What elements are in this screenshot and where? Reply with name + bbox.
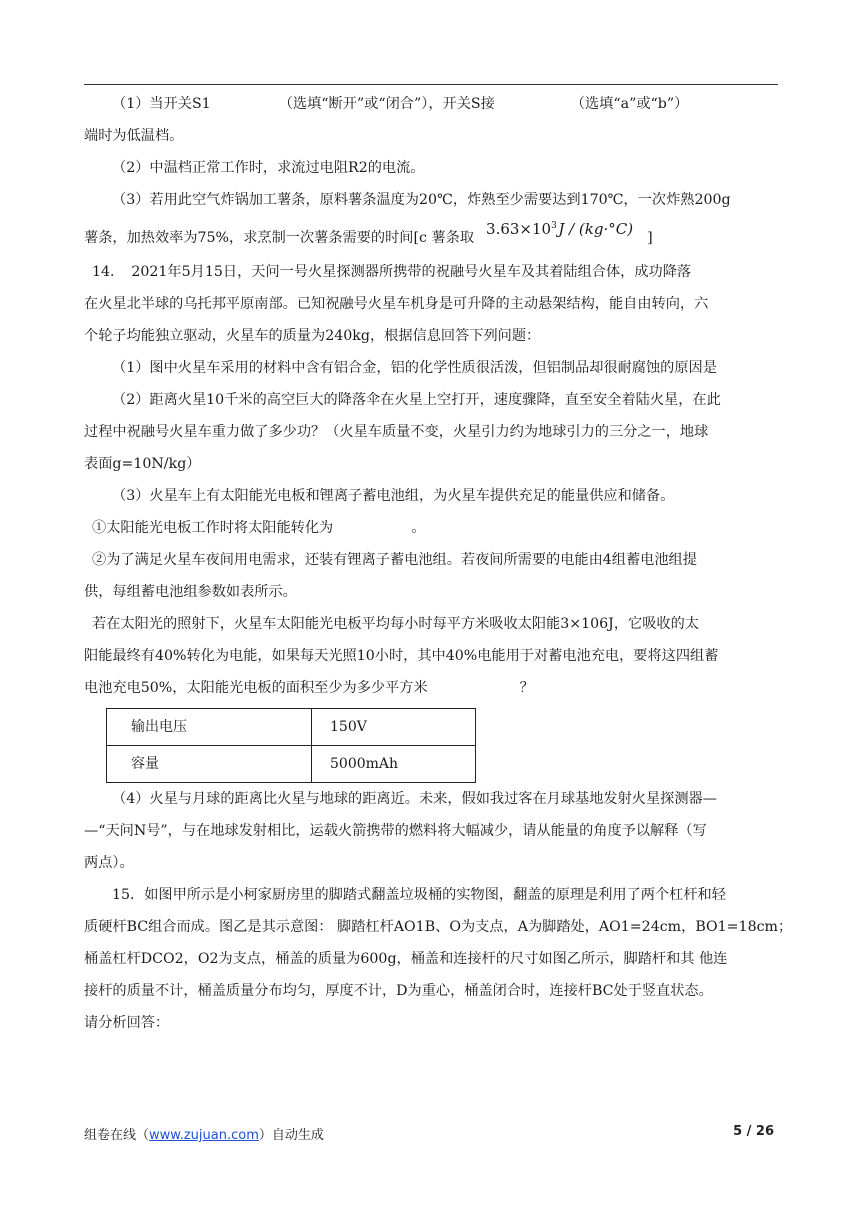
q13-part1-text-a: （1）当开关S1 xyxy=(112,96,211,112)
q14-part1: （1）图中火星车采用的材料中含有铝合金，铝的化学性质很活泼，但铝制品却很耐腐蚀的原因是 xyxy=(112,360,717,376)
q14-part3-sub2-2: 供，每组蓄电池组参数如表所示。 xyxy=(84,584,297,600)
footer-prefix: 组卷在线（ xyxy=(84,1128,150,1143)
q14-part3-calc-3 xyxy=(84,672,778,704)
page-number: 5 / 26 xyxy=(733,1124,774,1139)
specific-heat-formula xyxy=(486,220,633,238)
q15-intro-2: 质硬杆BC组合而成。图乙是其示意图： 脚踏杠杆AO1B、O为支点，A为脚踏处，AO1=24cm，BO1=18cm； xyxy=(84,919,793,935)
table-cell-label: 容量 xyxy=(107,746,312,783)
footer-suffix: ）自动生成 xyxy=(258,1128,324,1143)
q13-part1-cont: 端时为低温档。 xyxy=(84,128,184,144)
q14-part3-calc-3-end: ？ xyxy=(519,680,534,696)
q13-part1-text-c: （选填“a”或“b”） xyxy=(570,96,689,112)
q13-part1-text-b: （选填“断开”或“闭合”），开关S接 xyxy=(278,96,495,112)
q14-part3-sub1-text: ①太阳能光电板工作时将太阳能转化为 xyxy=(92,520,334,536)
footer-link[interactable]: www.zujuan.com xyxy=(149,1128,259,1143)
q14-part3-sub1 xyxy=(84,512,778,544)
q14-intro-2: 在火星北半球的乌托邦平原南部。已知祝融号火星车机身是可升降的主动悬架结构，能自由转向，六 xyxy=(84,296,709,312)
q14-part4-2: —“天问N号”，与在地球发射相比，运载火箭携带的燃料将大幅减少，请从能量的角度予以解释（写 xyxy=(84,823,707,839)
q13-part3-cont xyxy=(84,216,778,256)
q13-part1-line xyxy=(84,88,778,120)
q14-intro-1: 14． 2021年5月15日，天问一号火星探测器所携带的祝融号火星车及其着陆组合体，成功降落 xyxy=(92,264,692,280)
q13-part3: （3）若用此空气炸锅加工薯条，原料薯条温度为20℃，炸熟至少需要达到170℃，一次炸熟200g xyxy=(112,192,731,208)
formula-coef: 3.63×10 xyxy=(486,220,552,238)
q15-intro-5: 请分析回答： xyxy=(84,1015,170,1031)
q14-part2-3: 表面g=10N/kg） xyxy=(84,456,201,472)
q14-part3-calc-1: 若在太阳光的照射下，火星车太阳能光电板平均每小时每平方米吸收太阳能3×106J，它吸收的太 xyxy=(92,616,699,632)
q14-part2-2: 过程中祝融号火星车重力做了多少功？（火星车质量不变，火星引力约为地球引力的三分之一，地球 xyxy=(84,424,709,440)
footer-source xyxy=(84,1124,324,1143)
q15-intro-1: 15．如图甲所示是小柯家厨房里的脚踏式翻盖垃圾桶的实物图，翻盖的原理是利用了两个杠杆和轻 xyxy=(112,887,726,903)
q14-intro-3: 个轮子均能独立驱动，火星车的质量为240kg，根据信息回答下列问题： xyxy=(84,328,541,344)
header-rule xyxy=(84,84,778,85)
formula-unit: J / (kg·°C) xyxy=(558,220,634,238)
q14-part3: （3）火星车上有太阳能光电板和锂离子蓄电池组，为火星车提供充足的能量供应和储备。 xyxy=(112,488,675,504)
q14-part3-sub2-1: ②为了满足火星车夜间用电需求，还装有锂离子蓄电池组。若夜间所需要的电能由4组蓄电池组提 xyxy=(92,552,697,568)
table-cell-value: 150V xyxy=(312,709,476,746)
q13-part3-close: ] xyxy=(647,230,653,246)
q15-intro-3: 桶盖杠杆DCO2，O2为支点，桶盖的质量为600g，桶盖和连接杆的尺寸如图乙所示，脚踏杆和其 他连 xyxy=(84,951,728,967)
battery-params-table xyxy=(106,708,476,783)
table-cell-value: 5000mAh xyxy=(312,746,476,783)
q14-part3-calc-3-text: 电池充电50%，太阳能光电板的面积至少为多少平方米 xyxy=(84,680,428,696)
page-content xyxy=(84,88,793,1039)
q14-part4-3: 两点）。 xyxy=(84,855,134,871)
q15-intro-4: 接杆的质量不计，桶盖质量分布均匀，厚度不计，D为重心，桶盖闭合时，连接杆BC处于竖直状态。 xyxy=(84,983,713,999)
q14-part4-1: （4）火星与月球的距离比火星与地球的距离近。未来，假如我过客在月球基地发射火星探测器— xyxy=(112,791,717,807)
table-row xyxy=(107,746,476,783)
q14-part3-calc-2: 阳能最终有40%转化为电能，如果每天光照10小时，其中40%电能用于对蓄电池充电，要将这四组蓄 xyxy=(84,648,719,664)
q13-part3-text: 薯条，加热效率为75%，求烹制一次薯条需要的时间[c 薯条取 xyxy=(84,230,475,246)
formula-exp: 3 xyxy=(551,221,557,231)
table-cell-label: 输出电压 xyxy=(107,709,312,746)
table-row xyxy=(107,709,476,746)
q14-part2-1: （2）距离火星10千米的高空巨大的降落伞在火星上空打开，速度骤降，直至安全着陆火星，在此 xyxy=(112,392,721,408)
q14-part3-sub1-end: 。 xyxy=(411,520,426,536)
q13-part2: （2）中温档正常工作时，求流过电阻R2的电流。 xyxy=(112,160,425,176)
